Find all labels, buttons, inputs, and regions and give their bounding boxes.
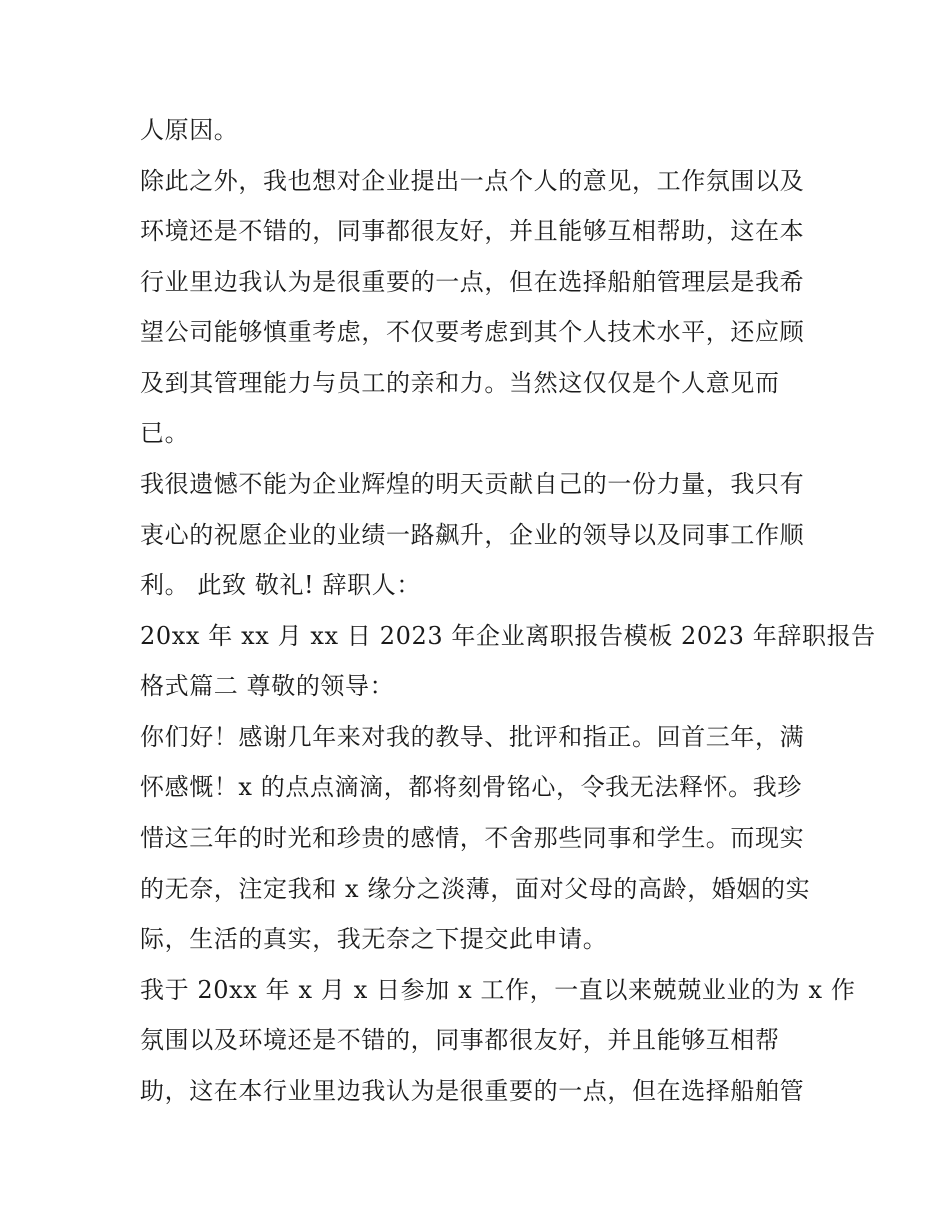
text-line: 你们好！感谢几年来对我的教导、批评和指正。回首三年，满: [140, 723, 805, 751]
text-line: 惜这三年的时光和珍贵的感情，不舍那些同事和学生。而现实: [140, 824, 805, 852]
text-line: 已。: [140, 419, 190, 447]
text-line: 除此之外，我也想对企业提出一点个人的意见，工作氛围以及: [140, 167, 805, 195]
text-line: 20xx 年 xx 月 xx 日 2023 年企业离职报告模板 2023 年辞职报告: [140, 622, 876, 650]
text-line: 际，生活的真实，我无奈之下提交此申请。: [140, 925, 608, 953]
text-line: 行业里边我认为是很重要的一点，但在选择船舶管理层是我希: [140, 268, 805, 296]
text-line: 格式篇二 尊敬的领导：: [140, 672, 395, 700]
text-line: 望公司能够慎重考虑，不仅要考虑到其个人技术水平，还应顾: [140, 318, 805, 346]
text-line: 人原因。: [140, 116, 239, 144]
text-line: 助，这在本行业里边我认为是很重要的一点，但在选择船舶管: [140, 1077, 805, 1105]
text-line: 怀感慨！x 的点点滴滴，都将刻骨铭心，令我无法释怀。我珍: [140, 773, 802, 801]
text-line: 我很遗憾不能为企业辉煌的明天贡献自己的一份力量，我只有: [140, 470, 805, 498]
text-line: 衷心的祝愿企业的业绩一路飙升，企业的领导以及同事工作顺: [140, 521, 805, 549]
text-line: 环境还是不错的，同事都很友好，并且能够互相帮助，这在本: [140, 217, 805, 245]
text-line: 我于 20xx 年 x 月 x 日参加 x 工作，一直以来兢兢业业的为 x 作: [140, 976, 856, 1004]
text-line: 利。 此致 敬礼! 辞职人：: [140, 571, 421, 599]
text-line: 氛围以及环境还是不错的，同事都很友好，并且能够互相帮: [140, 1026, 780, 1054]
text-line: 及到其管理能力与员工的亲和力。当然这仅仅是个人意见而: [140, 369, 780, 397]
text-line: 的无奈，注定我和 x 缘分之淡薄，面对父母的高龄，婚姻的实: [140, 875, 811, 903]
